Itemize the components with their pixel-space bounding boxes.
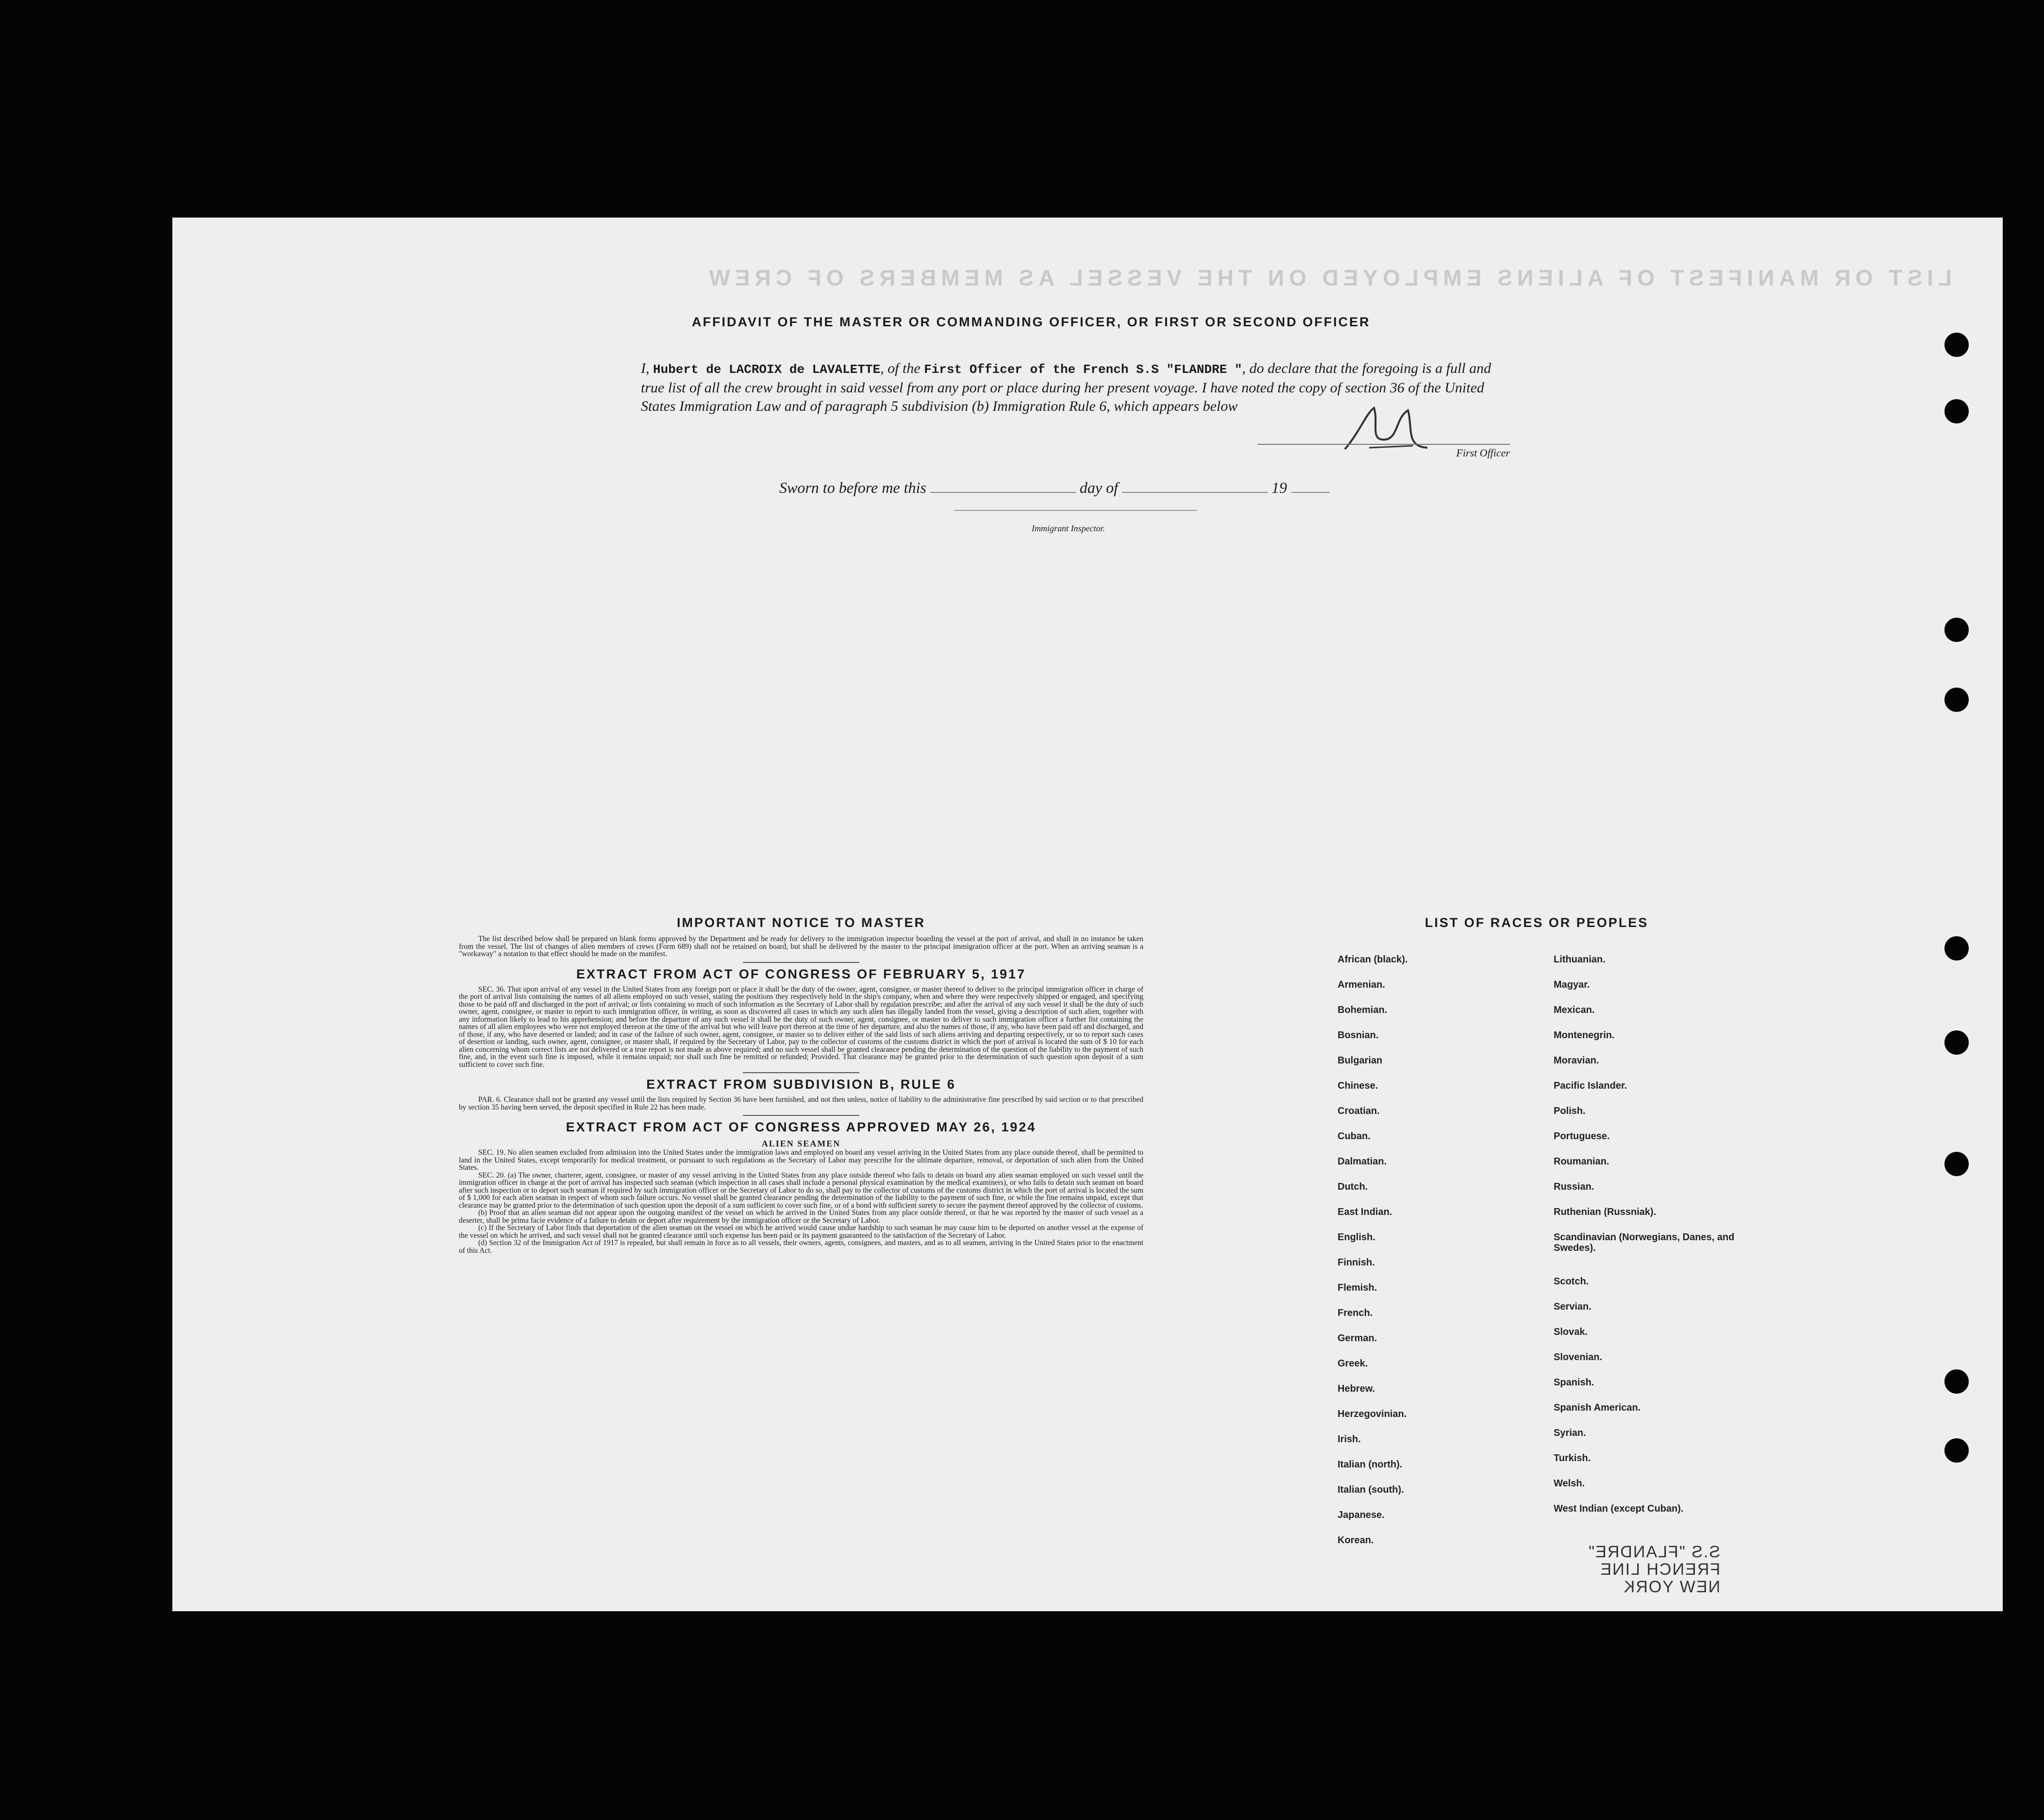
section3-paragraph: SEC. 20. (a) The owner, charterer, agent, consignee, or master of any vessel arriving in the United States from any place outside thereof who fails to detain on board any alien seaman employed on such vessel until the immigration officer in charge at the port of arrival has inspected such seaman (which inspection in all cases shall include a personal physical examination by the medical examiners), or who fails to detain such seaman on board after such inspection or to deport such seaman if required by such immigration officer or the Secretary of Labor to do so, shall pay to the collector of customs of the customs district in which the port of arrival is located the sum of $ 1,000 for each alien seaman in respect of whom such failure occurs. No vessel shall be granted clearance pending the determination of the liability to the payment of such fine, or while the fine remains unpaid, except that clearance may be granted prior to the determination of such question upon the deposit of a sum sufficient to cover such fine, or of a bond with sufficient surety to secure the payment thereof approved by the collector of customs. bbox=[459, 1171, 1143, 1210]
race-item: German. bbox=[1338, 1333, 1377, 1344]
race-item: Finnish. bbox=[1338, 1257, 1375, 1268]
inspector-signature-line bbox=[954, 510, 1197, 511]
section2-text: PAR. 6. Clearance shall not be granted any vessel until the lists required by Section 36 have been furnished, and not then unless, notice of liability to the administrative fine prescribed by said section or to that prescribed by section 35 having been served, the deposit specified in Rule 22 has been made. bbox=[459, 1095, 1143, 1112]
race-item: Bohemian. bbox=[1338, 1005, 1388, 1015]
races-column-right bbox=[1554, 954, 1743, 1529]
sworn-month-blank bbox=[1122, 478, 1268, 493]
punch-hole bbox=[1944, 1030, 1969, 1055]
sworn-prefix: Sworn to before me this bbox=[779, 479, 926, 496]
races-list bbox=[1338, 915, 1736, 1546]
inspector-label: Immigrant Inspector. bbox=[1032, 523, 1105, 533]
race-item: Korean. bbox=[1338, 1535, 1374, 1546]
punch-hole bbox=[1944, 399, 1969, 423]
race-item: Herzegovinian. bbox=[1338, 1409, 1407, 1419]
divider bbox=[743, 1072, 859, 1073]
declaration-of-the: , of the bbox=[880, 360, 921, 376]
section3-paragraph: (b) Proof that an alien seaman did not appear upon the outgoing manifest of the vessel on which he arrived in the United States from any place outside thereof, or that he was reported by the master of such vessel as a deserter, shall be prima facie evidence of a failure to detain or deport after requirement by the immigration officer or the Secretary of Labor. bbox=[459, 1209, 1143, 1225]
section3-paragraph: SEC. 19. No alien seamen excluded from admission into the United States under the immigration laws and employed on board any vessel arriving in the United States from any place outside thereof, shall be permitted to land in the United States, except temporarily for medical treatment, or pursuant to such regulations as the Secretary of Labor may prescribe for the ultimate departure, removal, or deportation of such alien from the United States. bbox=[459, 1148, 1143, 1172]
race-item: Roumanian. bbox=[1554, 1156, 1609, 1167]
important-notice bbox=[459, 915, 1143, 1254]
section1-title: EXTRACT FROM ACT OF CONGRESS OF FEBRUARY 5, 1917 bbox=[576, 966, 1026, 981]
race-item: Russian. bbox=[1554, 1181, 1594, 1192]
officer-name: Hubert de LACROIX de LAVALETTE bbox=[653, 362, 881, 377]
race-item: Slovenian. bbox=[1554, 1352, 1603, 1363]
race-item: Japanese. bbox=[1338, 1510, 1385, 1520]
sworn-date-blank bbox=[930, 478, 1076, 493]
punch-hole bbox=[1944, 1152, 1969, 1176]
race-item: Montenegrin. bbox=[1554, 1030, 1615, 1041]
sworn-statement bbox=[779, 478, 1330, 497]
officer-signature bbox=[1340, 403, 1437, 456]
race-item: Irish. bbox=[1338, 1434, 1361, 1445]
race-item: Spanish. bbox=[1554, 1377, 1594, 1388]
race-item: Mexican. bbox=[1554, 1005, 1595, 1015]
race-item: Scandinavian (Norwegians, Danes, and Swedes). bbox=[1554, 1232, 1735, 1253]
sworn-year-blank bbox=[1291, 478, 1330, 493]
race-item: Portuguese. bbox=[1554, 1131, 1610, 1142]
declaration-text: , do declare that the foregoing is a full and true list of all the crew brought in said vessel from any port or place during her present voyage. I have noted the copy of section 36 of the United States Immigration Law and of paragraph 5 subdivision (b) Immigration Rule 6, which appears below bbox=[641, 360, 1491, 414]
race-item: Bulgarian bbox=[1338, 1055, 1383, 1066]
race-item: Turkish. bbox=[1554, 1453, 1591, 1464]
punch-hole bbox=[1944, 688, 1969, 712]
race-item: Syrian. bbox=[1554, 1428, 1586, 1438]
affidavit-heading: AFFIDAVIT OF THE MASTER OR COMMANDING OFFICER, OR FIRST OR SECOND OFFICER bbox=[692, 315, 1371, 329]
section3-paragraph: (d) Section 32 of the Immigration Act of 1917 is repealed, but shall remain in force as to all vessels, their owners, agents, consignees, and masters, and as to all seamen, arriving in the United States prior to the enactment of this Act. bbox=[459, 1239, 1143, 1255]
officer-title: First Officer of the French S.S "FLANDRE " bbox=[924, 362, 1242, 377]
divider bbox=[743, 1115, 859, 1116]
signature-label: First Officer bbox=[1456, 447, 1510, 459]
race-item: Chinese. bbox=[1338, 1080, 1378, 1091]
section3-subtitle: ALIEN SEAMEN bbox=[761, 1139, 841, 1148]
race-item: West Indian (except Cuban). bbox=[1554, 1503, 1684, 1514]
race-item: Armenian. bbox=[1338, 979, 1385, 990]
race-item: Moravian. bbox=[1554, 1055, 1599, 1066]
race-item: East Indian. bbox=[1338, 1207, 1392, 1217]
notice-title: IMPORTANT NOTICE TO MASTER bbox=[677, 915, 925, 930]
signature-area bbox=[1257, 403, 1510, 461]
race-item: Flemish. bbox=[1338, 1282, 1377, 1293]
stamp-line: S.S "FLANDRE" bbox=[1588, 1543, 1721, 1561]
stamp-line: NEW YORK bbox=[1623, 1578, 1721, 1596]
sworn-day-label: day of bbox=[1079, 479, 1118, 496]
race-item: Croatian. bbox=[1338, 1106, 1380, 1116]
punch-hole bbox=[1944, 1438, 1969, 1463]
race-item: Welsh. bbox=[1554, 1478, 1585, 1489]
race-item: Italian (south). bbox=[1338, 1484, 1404, 1495]
stamp-line: FRENCH LINE bbox=[1599, 1560, 1721, 1579]
race-item: Cuban. bbox=[1338, 1131, 1371, 1142]
signature-line bbox=[1257, 444, 1510, 445]
race-item: Ruthenian (Russniak). bbox=[1554, 1207, 1657, 1217]
race-item: Magyar. bbox=[1554, 979, 1590, 990]
race-item: French. bbox=[1338, 1308, 1373, 1318]
race-item: Pacific Islander. bbox=[1554, 1080, 1627, 1091]
section3-title: EXTRACT FROM ACT OF CONGRESS APPROVED MAY 26, 1924 bbox=[566, 1120, 1037, 1134]
race-item: English. bbox=[1338, 1232, 1375, 1243]
punch-hole bbox=[1944, 618, 1969, 642]
race-item: Spanish American. bbox=[1554, 1402, 1641, 1413]
bleed-through-title: LIST OR MANIFEST OF ALIENS EMPLOYED ON THE VESSEL AS MEMBERS OF CREW bbox=[704, 265, 1952, 290]
race-item: Italian (north). bbox=[1338, 1459, 1403, 1470]
race-item: African (black). bbox=[1338, 954, 1408, 965]
race-item: Bosnian. bbox=[1338, 1030, 1379, 1041]
races-column-left bbox=[1338, 954, 1527, 1560]
race-item: Dalmatian. bbox=[1338, 1156, 1387, 1167]
section1-text: SEC. 36. That upon arrival of any vessel in the United States from any foreign port or place it shall be the duty of the owner, agent, consignee, or master thereof to deliver to the principal immigration officer in charge of the port of arrival lists containing the names of all aliens employed on such vessel, stating the positions they respectively hold in the ship's company, when and where they were respectively shipped or engaged, and specifying those to be paid off and discharged in the port of arrival; or lists containing so much of such information as the Secretary of Labor shall by regulation prescribe; and after the arrival of any such vessel it shall be the duty of such owner, agent, consignee, or master to report to such immigration officer, in writing, as soon as discovered all cases in which any such alien has illegally landed from the vessel, giving a description of such alien, together with any information likely to lead to his apprehension; and before the departure of any such vessel it shall be the duty of such owner, agent, consignee, or master to deliver to such immigration officer a further list containing the names of all alien employees who were not employed thereon at the time of the arrival but who will leave port thereon at the time of her departure, and also the names of those, if any, who have been paid off and discharged, and of those, if any, who have deserted or landed; and in case of the failure of such owner, agent, consignee, or master so to deliver either of the said lists of such aliens arriving and departing respectively, or so to report such cases of desertion or landing, such owner, agent, consignee, or master shall, if required by the Secretary of Labor, pay to the collector of customs of the customs district in which the port of arrival is located the sum of $ 10 for each alien concerning whom correct lists are not delivered or a true report is not made as above required; and no such vessel shall be granted clearance pending the determination of the question of the liability to the payment of such fine, and, in the event such fine is imposed, while it remains unpaid; nor shall such fine be remitted or refunded; Provided. That clearance may be granted prior to the determination of such question upon deposit of a sum sufficient to cover such fine. bbox=[459, 985, 1143, 1069]
section3-paragraph: (c) If the Secretary of Labor finds that deportation of the alien seaman on the vessel on which he arrived would cause undue hardship to such seaman he may cause him to be deported on another vessel at the expense of the vessel on which he arrived, and such vessel shall not be granted clearance until such expense has been paid or its payment guaranteed to the satisfaction of the Secretary of Labor. bbox=[459, 1224, 1143, 1240]
divider bbox=[743, 962, 859, 963]
race-item: Hebrew. bbox=[1338, 1383, 1375, 1394]
race-item: Scotch. bbox=[1554, 1276, 1589, 1287]
race-item: Polish. bbox=[1554, 1106, 1586, 1116]
races-title: LIST OF RACES OR PEOPLES bbox=[1424, 915, 1649, 930]
race-item: Servian. bbox=[1554, 1301, 1592, 1312]
notice-intro: The list described below shall be prepared on blank forms approved by the Department and be ready for delivery to the immigration inspector boarding the vessel at the port of arrival, and shall in no instance be taken from the vessel. The list of changes of alien members of crews (Form 689) shall not be retained on board, but shall be delivered by the master to the principal immigration officer at the port. When an arriving seaman is a "workaway" a notation to that effect should be made on the manifest. bbox=[459, 935, 1143, 958]
sworn-year-label: 19 bbox=[1271, 479, 1287, 496]
punch-hole bbox=[1944, 936, 1969, 961]
race-item: Dutch. bbox=[1338, 1181, 1368, 1192]
punch-hole bbox=[1944, 333, 1969, 357]
section2-title: EXTRACT FROM SUBDIVISION B, RULE 6 bbox=[646, 1077, 956, 1092]
declaration-prefix: I, bbox=[641, 360, 650, 376]
race-item: Slovak. bbox=[1554, 1327, 1588, 1337]
race-item: Lithuanian. bbox=[1554, 954, 1606, 965]
race-item: Greek. bbox=[1338, 1358, 1368, 1369]
ship-stamp bbox=[1588, 1543, 1720, 1596]
punch-hole bbox=[1944, 1369, 1969, 1394]
